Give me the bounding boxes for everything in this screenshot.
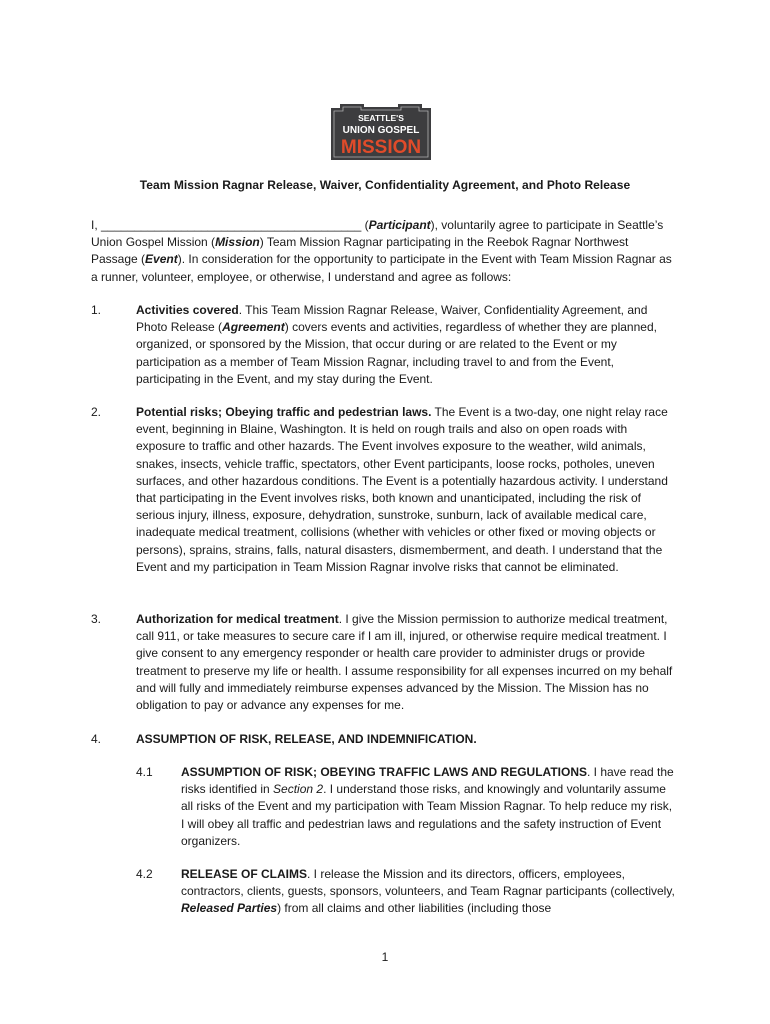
section-number: 4.2 (136, 867, 153, 881)
defined-term-participant: Participant (368, 218, 431, 232)
section-body (181, 866, 676, 918)
logo-line-2: UNION GOSPEL (342, 125, 420, 136)
section-body (181, 764, 676, 850)
section-heading: Activities covered (136, 303, 239, 317)
intro-text-3: ) Team Mission Ragnar participating in the Reebok Ragnar Northwest Passage ( (91, 235, 629, 267)
page-number: 1 (381, 950, 389, 964)
section-heading: ASSUMPTION OF RISK; OBEYING TRAFFIC LAWS AND REGULATIONS (181, 765, 587, 779)
section-text: . I give the Mission permission to authorize medical treatment, call 911, or take measures to secure care if I am ill, injured, or otherwise require medical treatment. I give consent to any emergency responder or health care provider to administer drugs or provide treatment to preserve my life or health. I assume responsibility for all expenses incurred on my behalf and will fully and immediately reimburse expenses advanced by the Mission. The Mission has no obligation to pay or advance any expenses for me. (136, 612, 673, 713)
intro-text-2: ), voluntarily agree to participate in Seattle’s Union Gospel Mission ( (91, 218, 664, 250)
defined-term-event: Event (145, 252, 178, 267)
intro-paragraph (91, 217, 673, 286)
section-body (136, 611, 674, 714)
section-text: . I have read the risks identified in (181, 765, 674, 797)
section-number: 2. (91, 405, 102, 419)
logo-graphic (328, 102, 434, 162)
section-text: ) from all claims and other liabilities (including those (277, 901, 552, 916)
section-text: ) covers events and activities, regardless of whether they are planned, organized, or sponsored by the Mission, that occur during or are related to the Event or my participation as a member of Team Mission Ragnar, including travel to and from the Event, participating in the Event, and my stay during the Event. (136, 320, 657, 386)
section-heading: ASSUMPTION OF RISK, RELEASE, AND INDEMNIFICATION. (136, 732, 477, 746)
intro-text-4: ). In consideration for the opportunity to participate in the Event with Team Mission Ragnar as a runner, volunteer, employee, or otherwise, I understand and agree as follows: (91, 252, 672, 284)
section-number: 4.1 (136, 765, 153, 779)
section-text: . This Team Mission Ragnar Release, Waiver, Confidentiality Agreement, and Photo Release ( (136, 303, 648, 335)
section-heading: RELEASE OF CLAIMS (181, 867, 308, 881)
section-body (136, 302, 674, 388)
section-number: 4. (91, 732, 102, 746)
section-number: 3. (91, 612, 102, 626)
logo-line-3: MISSION (340, 137, 422, 158)
section-text: . I understand those risks, and knowingly and voluntarily assume all risks of the Event and my participation with Team Mission Ragnar. To help reduce my risk, I will obey all traffic and pedestrian laws and regulations and the safety instruction of Event organizers. (181, 782, 673, 848)
section-heading: Authorization for medical treatment (136, 612, 339, 626)
section-number: 1. (91, 303, 102, 317)
document-title: Team Mission Ragnar Release, Waiver, Confidentiality Agreement, and Photo Release (139, 178, 631, 192)
section-text: . I release the Mission and its directors, officers, employees, contractors, clients, guests, sponsors, volunteers, and Team Ragnar participants (collectively, (181, 867, 675, 899)
defined-term-agreement: Agreement (222, 320, 285, 335)
section-heading: Potential risks; Obeying traffic and pedestrian laws. (136, 405, 432, 419)
section-text: The Event is a two-day, one night relay race event, beginning in Blaine, Washington. It is held on rough trails and also on open roads with exposure to traffic and other hazards. The Event involves exposure to the weather, wild animals, snakes, insects, vehicle traffic, spectators, other Event participants, loose rocks, potholes, uneven surfaces, and other hazardous conditions. The Event is a potentially hazardous activity. I understand that participating in the Event involves risks, both known and unanticipated, including the risk of serious injury, illness, exposure, dehydration, sunstroke, sunburn, lack of available medical care, inadequate medical treatment, collisions (whether with vehicles or other fixed or moving objects or persons), sprains, strains, falls, natural disasters, dismemberment, and death. I understand that the Event and my participation in Team Mission Ragnar involve risks that cannot be eliminated. (136, 405, 668, 574)
defined-term-released-parties: Released Parties (181, 901, 278, 916)
intro-text-1: I, _______________________________________ ( (91, 218, 369, 232)
union-gospel-mission-logo (328, 102, 434, 162)
section-body (136, 404, 674, 576)
logo-line-1: SEATTLE'S (358, 113, 404, 123)
defined-term-mission: Mission (215, 235, 260, 250)
section-body (136, 731, 674, 748)
section-reference: Section 2 (273, 782, 324, 797)
